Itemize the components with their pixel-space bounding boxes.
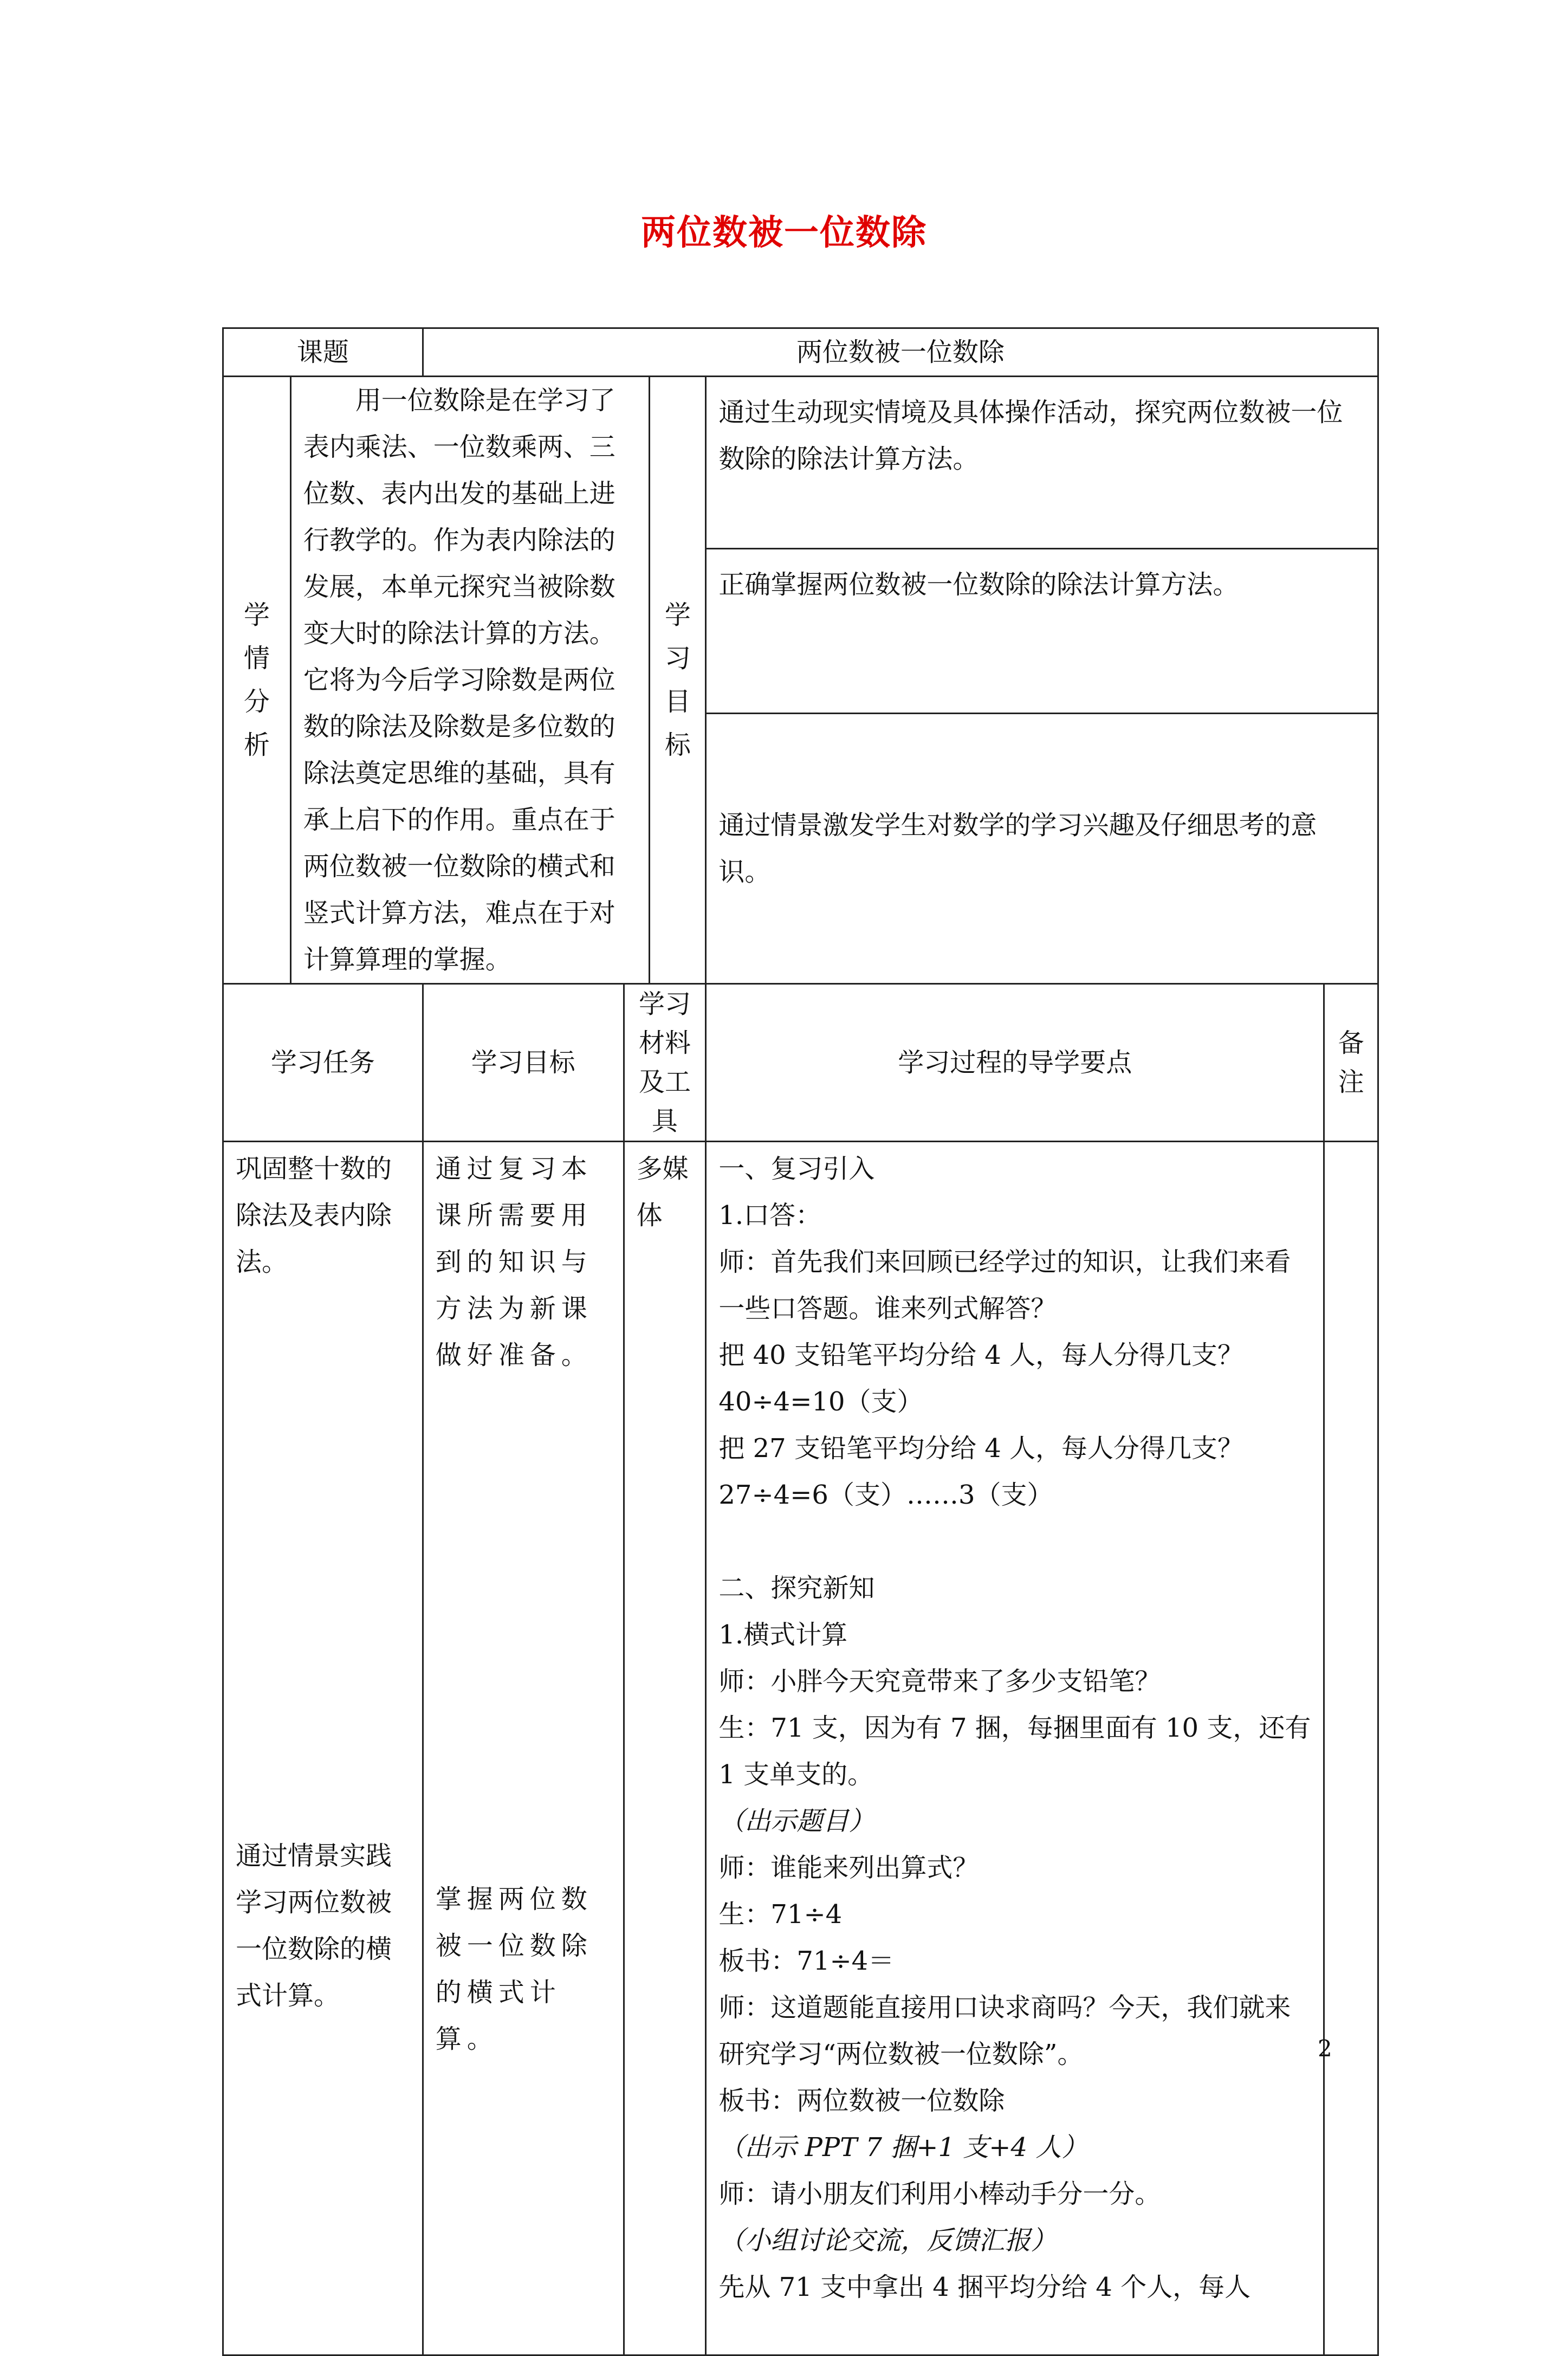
analysis-text: 用一位数除是在学习了表内乘法、一位数乘两、三位数、表内出发的基础上进行教学的。作为表内除法的发展，本单元探究当被除数变大时的除法计算的方法。它将为今后学习除数是两位数的除法及除数是多位数的除法奠定思维的基础，具有承上启下的作用。重点在于两位数被一位数除的横式和竖式计算方法，难点在于对计算算理的掌握。 (290, 377, 650, 984)
topic-value: 两位数被一位数除 (423, 328, 1378, 377)
process-line: 板书：两位数被一位数除 (718, 2086, 1005, 2116)
process-line: 师：这道题能直接用口诀求商吗？今天，我们就来研究学习“两位数被一位数除”。 (718, 1992, 1291, 2069)
header-process: 学习过程的导学要点 (706, 984, 1324, 1142)
process-line: 生：71 支，因为有 7 捆，每捆里面有 10 支，还有 1 支单支的。 (718, 1713, 1311, 1790)
goal-1: 通过生动现实情境及具体操作活动，探究两位数被一位数除的除法计算方法。 (706, 377, 1378, 549)
document-title: 两位数被一位数除 (641, 212, 927, 253)
analysis-label: 学 情 分 析 (223, 377, 291, 984)
goals-label: 学 习 目 标 (650, 377, 706, 984)
goal-3: 通过情景激发学生对数学的学习兴趣及仔细思考的意识。 (706, 714, 1378, 984)
process-line: 先从 71 支中拿出 4 捆平均分给 4 个人，每人 (718, 2272, 1251, 2302)
objective-2: 掌握两位数被一位数除的横式计算。 (435, 1884, 593, 2054)
process-line: （小组讨论交流，反馈汇报） (718, 2225, 1057, 2256)
process-line: 27÷4=6（支）……3（支） (718, 1480, 1053, 1510)
process-line: 生：71÷4 (718, 1899, 843, 1930)
header-objective: 学习目标 (423, 984, 624, 1142)
objective-1: 通过复习本课所需要用到的知识与方法为新课做好准备。 (435, 1154, 593, 1370)
topic-label: 课题 (223, 328, 423, 377)
process-line: 1.口答： (718, 1200, 822, 1231)
page-number: 2 (1318, 2035, 1332, 2062)
material-cell: 多媒体 (624, 1142, 706, 2355)
process-cell (706, 1142, 1324, 2355)
task-cell (223, 1142, 423, 2355)
process-line: 二、探究新知 (718, 1573, 875, 1603)
process-line: 师：首先我们来回顾已经学过的知识，让我们来看一些口答题。谁来列式解答？ (718, 1247, 1291, 1324)
process-line: （出示题目） (718, 1806, 875, 1836)
process-line: 师：谁能来列出算式？ (718, 1853, 979, 1883)
process-line: 板书：71÷4＝ (718, 1946, 895, 1976)
note-cell (1324, 1142, 1378, 2355)
process-line: 师：请小朋友们利用小棒动手分一分。 (718, 2179, 1161, 2209)
goal-2: 正确掌握两位数被一位数除的除法计算方法。 (706, 549, 1378, 714)
objective-cell (423, 1142, 624, 2355)
process-line: 1.横式计算 (718, 1620, 848, 1650)
header-task: 学习任务 (223, 984, 423, 1142)
process-line: 40÷4=10（支） (718, 1387, 923, 1417)
process-line: 一、复习引入 (718, 1154, 875, 1184)
header-note: 备注 (1324, 984, 1378, 1142)
header-material: 学习材料及工具 (624, 984, 706, 1142)
process-line: 把 40 支铅笔平均分给 4 人，每人分得几支？ (718, 1340, 1244, 1370)
process-line: （出示 PPT 7 捆+1 支+4 人） (718, 2132, 1088, 2163)
task-1: 巩固整十数的除法及表内除法。 (236, 1154, 392, 1277)
process-line: 师：小胖今天究竟带来了多少支铅笔？ (718, 1666, 1161, 1697)
lesson-plan-table (222, 327, 1379, 2356)
process-line: 把 27 支铅笔平均分给 4 人，每人分得几支？ (718, 1433, 1244, 1464)
task-2: 通过情景实践学习两位数被一位数除的横式计算。 (236, 1841, 392, 2011)
